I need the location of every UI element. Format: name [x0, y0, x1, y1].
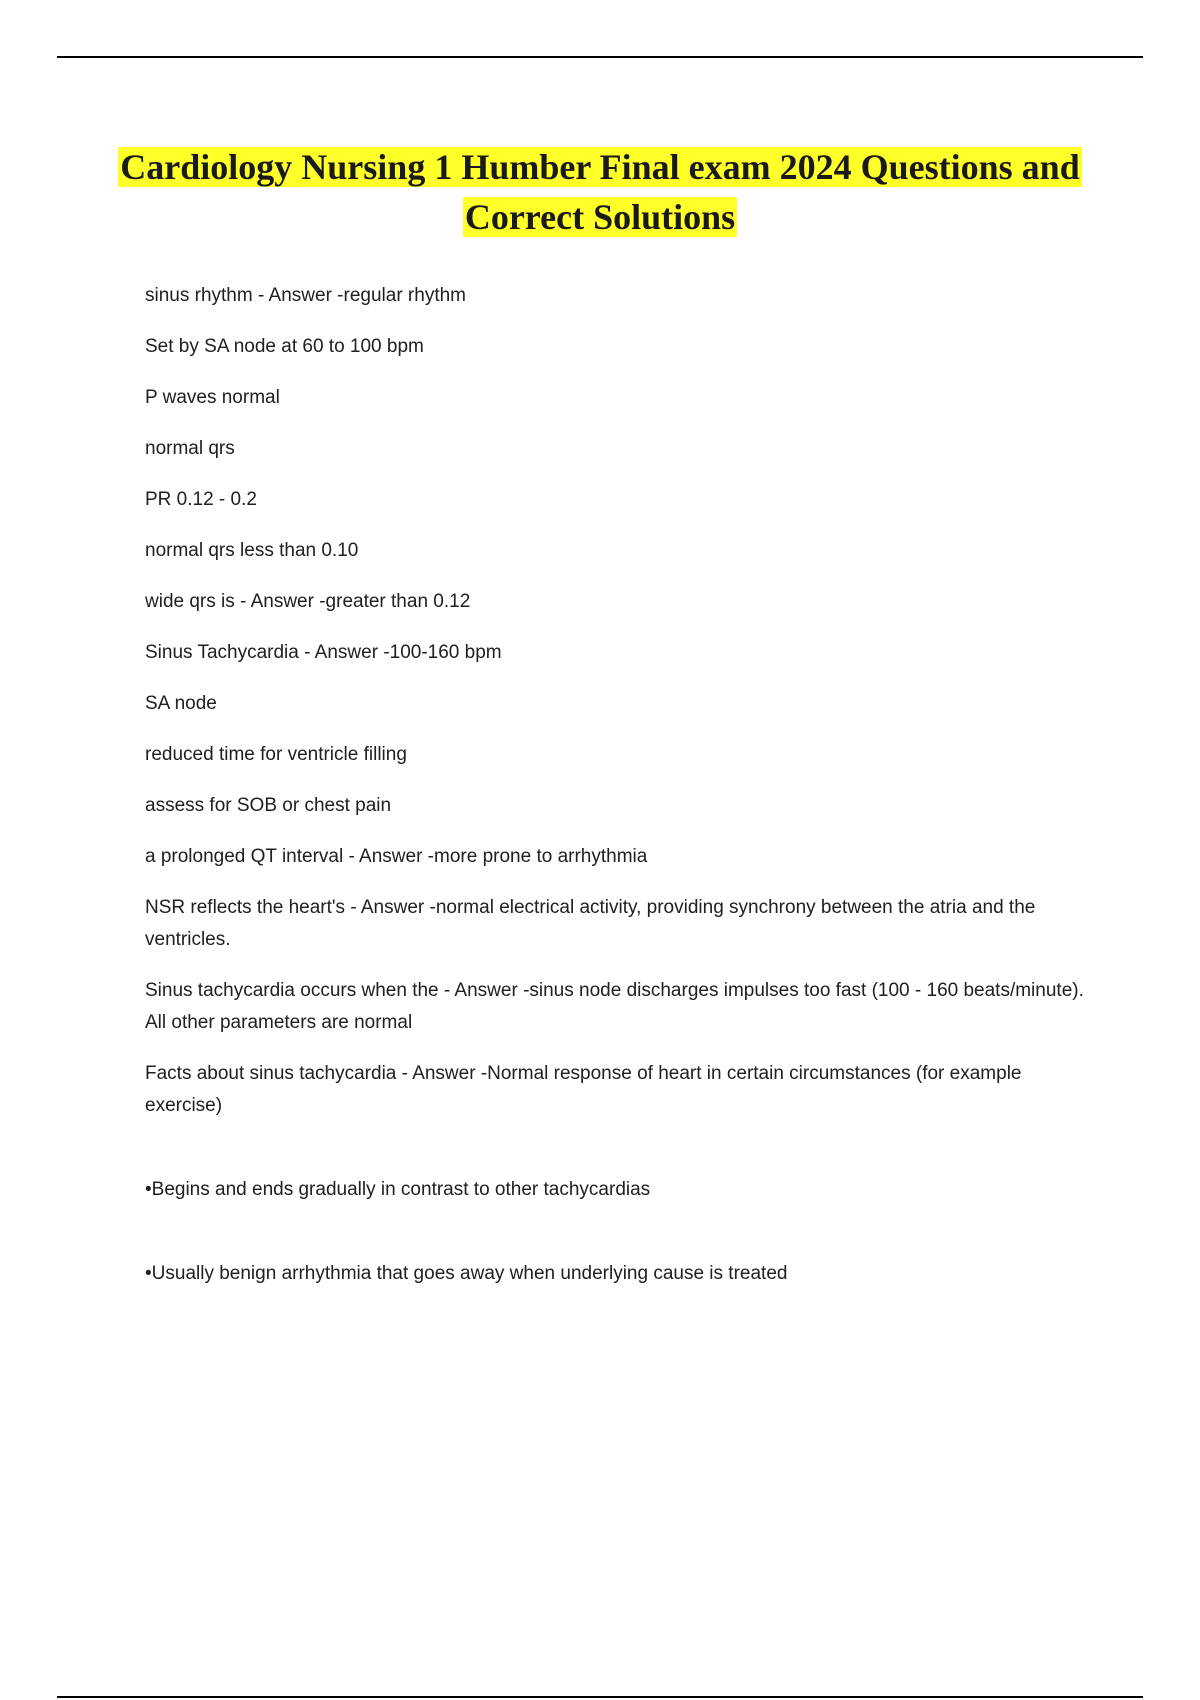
bullet-usually-benign: •Usually benign arrhythmia that goes away when underlying cause is treated [145, 1263, 788, 1284]
paragraph-sinus-rhythm: sinus rhythm - Answer -regular rhythm [145, 285, 466, 306]
document-title: Cardiology Nursing 1 Humber Final exam 2024 Questions and Correct Solutions [120, 147, 1080, 237]
bullet-begins-ends: •Begins and ends gradually in contrast to other tachycardias [145, 1179, 651, 1200]
paragraph-sa-node-rate: Set by SA node at 60 to 100 bpm [145, 336, 424, 357]
paragraph-tachycardia-occurs: Sinus tachycardia occurs when the - Answer -sinus node discharges impulses too fast (100 - 160 beats/minute). All other parameters are normal [145, 980, 1084, 1033]
title-block [100, 146, 1100, 246]
document-body [145, 280, 1085, 1309]
paragraph-sa-node: SA node [145, 693, 217, 714]
paragraph-prolonged-qt: a prolonged QT interval - Answer -more prone to arrhythmia [145, 846, 648, 867]
paragraph-tachycardia-facts: Facts about sinus tachycardia - Answer -Normal response of heart in certain circumstances (for example exercise) [145, 1063, 1022, 1116]
footer-rule [57, 1696, 1143, 1698]
paragraph-sinus-tachycardia: Sinus Tachycardia - Answer -100-160 bpm [145, 642, 502, 663]
paragraph-pr-interval: PR 0.12 - 0.2 [145, 489, 257, 510]
paragraph-ventricle-filling: reduced time for ventricle filling [145, 744, 407, 765]
header-rule [57, 56, 1143, 58]
paragraph-p-waves: P waves normal [145, 387, 280, 408]
paragraph-normal-qrs-duration: normal qrs less than 0.10 [145, 540, 359, 561]
paragraph-nsr: NSR reflects the heart's - Answer -normal electrical activity, providing synchrony between the atria and the ventricles. [145, 897, 1036, 950]
paragraph-wide-qrs: wide qrs is - Answer -greater than 0.12 [145, 591, 471, 612]
paragraph-normal-qrs: normal qrs [145, 438, 235, 459]
paragraph-assess-sob: assess for SOB or chest pain [145, 795, 392, 816]
